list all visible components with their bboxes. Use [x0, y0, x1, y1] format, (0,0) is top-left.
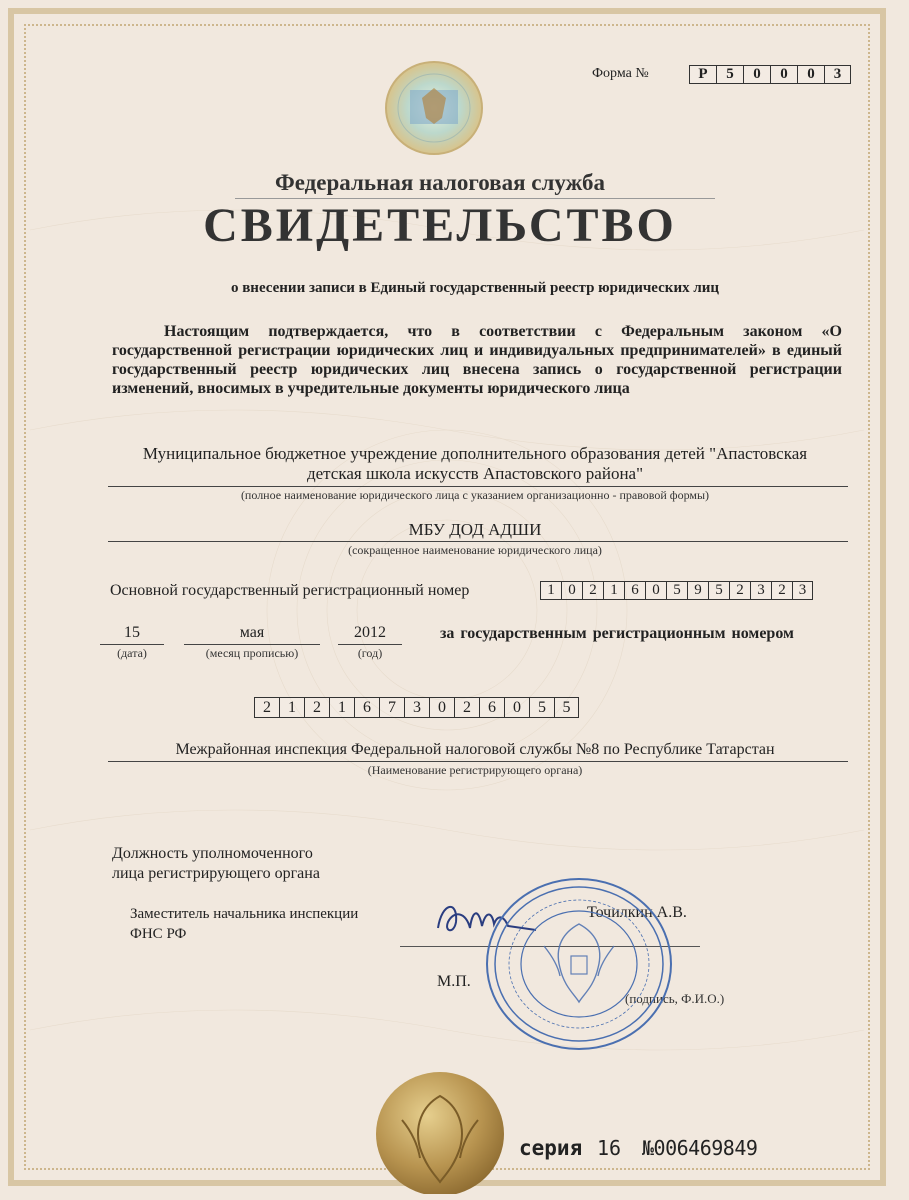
- confirmation-paragraph: Настоящим подтверждается, что в соответствии с Федеральным законом «О государственной регистрации юридических лиц и индивидуальных предпринимателей» в единый государственный реестр юридических лиц внесена запись о государственной регистрации изменений, вносимых в учредительные документы юридического лица: [112, 323, 842, 397]
- full-name-caption: (полное наименование юридического лица с указанием организационно - правовой формы): [240, 488, 710, 502]
- reg-cell: 2: [254, 697, 279, 718]
- entity-short-name: МБУ ДОД АДШИ: [408, 520, 542, 539]
- reg-cell: 6: [354, 697, 379, 718]
- authority-name: Межрайонная инспекция Федеральной налоговой службы №8 по Республике Татарстан: [175, 741, 775, 758]
- full-name-underline: [108, 486, 848, 487]
- day-caption: (дата): [117, 646, 147, 660]
- signature-caption: (подпись, Ф.И.О.): [625, 991, 725, 1006]
- form-cell: 0: [770, 65, 797, 84]
- position-label-line2: лица регистрирующего органа: [112, 865, 320, 882]
- document-subtitle: о внесении записи в Единый государственный реестр юридических лиц: [230, 280, 720, 296]
- reg-cell: 0: [504, 697, 529, 718]
- ogrn-cell: 9: [687, 581, 708, 600]
- series-label: серия: [519, 1136, 583, 1160]
- form-number-label: Форма №: [592, 66, 649, 81]
- ogrn-cell: 0: [645, 581, 666, 600]
- month-caption: (месяц прописью): [205, 646, 299, 660]
- reg-cell: 5: [529, 697, 554, 718]
- form-cell: 5: [716, 65, 743, 84]
- date-day: 15: [124, 624, 140, 641]
- month-underline: [184, 644, 320, 645]
- ogrn-cell: 3: [792, 581, 813, 600]
- reg-cell: 1: [279, 697, 304, 718]
- hologram-emblem: [384, 60, 484, 156]
- reg-cell: 2: [304, 697, 329, 718]
- reg-cell: 3: [404, 697, 429, 718]
- date-month: мая: [239, 624, 265, 641]
- entity-full-name-line1: Муниципальное бюджетное учреждение дополнительного образования детей "Апастовская: [142, 444, 808, 463]
- form-cell: 0: [797, 65, 824, 84]
- reg-number-label: за государственным регистрационным номером: [440, 625, 794, 642]
- document-title: СВИДЕТЕЛЬСТВО: [203, 199, 677, 252]
- series-number: №006469849: [642, 1136, 758, 1160]
- ogrn-label: Основной государственный регистрационный номер: [110, 582, 470, 599]
- ogrn-cell: 5: [666, 581, 687, 600]
- form-cell: Р: [689, 65, 716, 84]
- agency-name: Федеральная налоговая служба: [275, 170, 605, 195]
- reg-cell: 7: [379, 697, 404, 718]
- signatory-name: Точилкин А.В.: [587, 904, 687, 921]
- reg-cell: 1: [329, 697, 354, 718]
- reg-cell: 2: [454, 697, 479, 718]
- authority-caption: (Наименование регистрирующего органа): [367, 763, 583, 777]
- position-title-line1: Заместитель начальника инспекции: [130, 906, 359, 922]
- mp-label: М.П.: [437, 973, 471, 990]
- short-name-caption: (сокращенное наименование юридического лица): [348, 543, 602, 557]
- authority-underline: [108, 761, 848, 762]
- position-label-line1: Должность уполномоченного: [112, 845, 313, 862]
- ogrn-cell: 5: [708, 581, 729, 600]
- ogrn-cell: 2: [771, 581, 792, 600]
- reg-cell: 5: [554, 697, 579, 718]
- position-title-line2: ФНС РФ: [130, 926, 187, 942]
- reg-cell: 6: [479, 697, 504, 718]
- ogrn-cell: 1: [603, 581, 624, 600]
- entity-full-name-line2: детская школа искусств Апастовского района": [306, 464, 644, 483]
- year-caption: (год): [357, 646, 383, 660]
- ogrn-cells: [540, 581, 813, 600]
- form-cell: 3: [824, 65, 851, 84]
- year-underline: [338, 644, 402, 645]
- date-year: 2012: [354, 624, 386, 641]
- reg-cell: 0: [429, 697, 454, 718]
- ogrn-cell: 3: [750, 581, 771, 600]
- short-name-underline: [108, 541, 848, 542]
- gold-seal-emblem: [374, 1070, 506, 1194]
- ogrn-cell: 2: [582, 581, 603, 600]
- form-number-cells: [689, 65, 851, 84]
- form-cell: 0: [743, 65, 770, 84]
- reg-number-cells: [254, 697, 579, 718]
- ogrn-cell: 0: [561, 581, 582, 600]
- series-value: 16: [597, 1136, 622, 1160]
- ogrn-cell: 1: [540, 581, 561, 600]
- ogrn-cell: 6: [624, 581, 645, 600]
- ogrn-cell: 2: [729, 581, 750, 600]
- official-stamp: [484, 876, 674, 1052]
- day-underline: [100, 644, 164, 645]
